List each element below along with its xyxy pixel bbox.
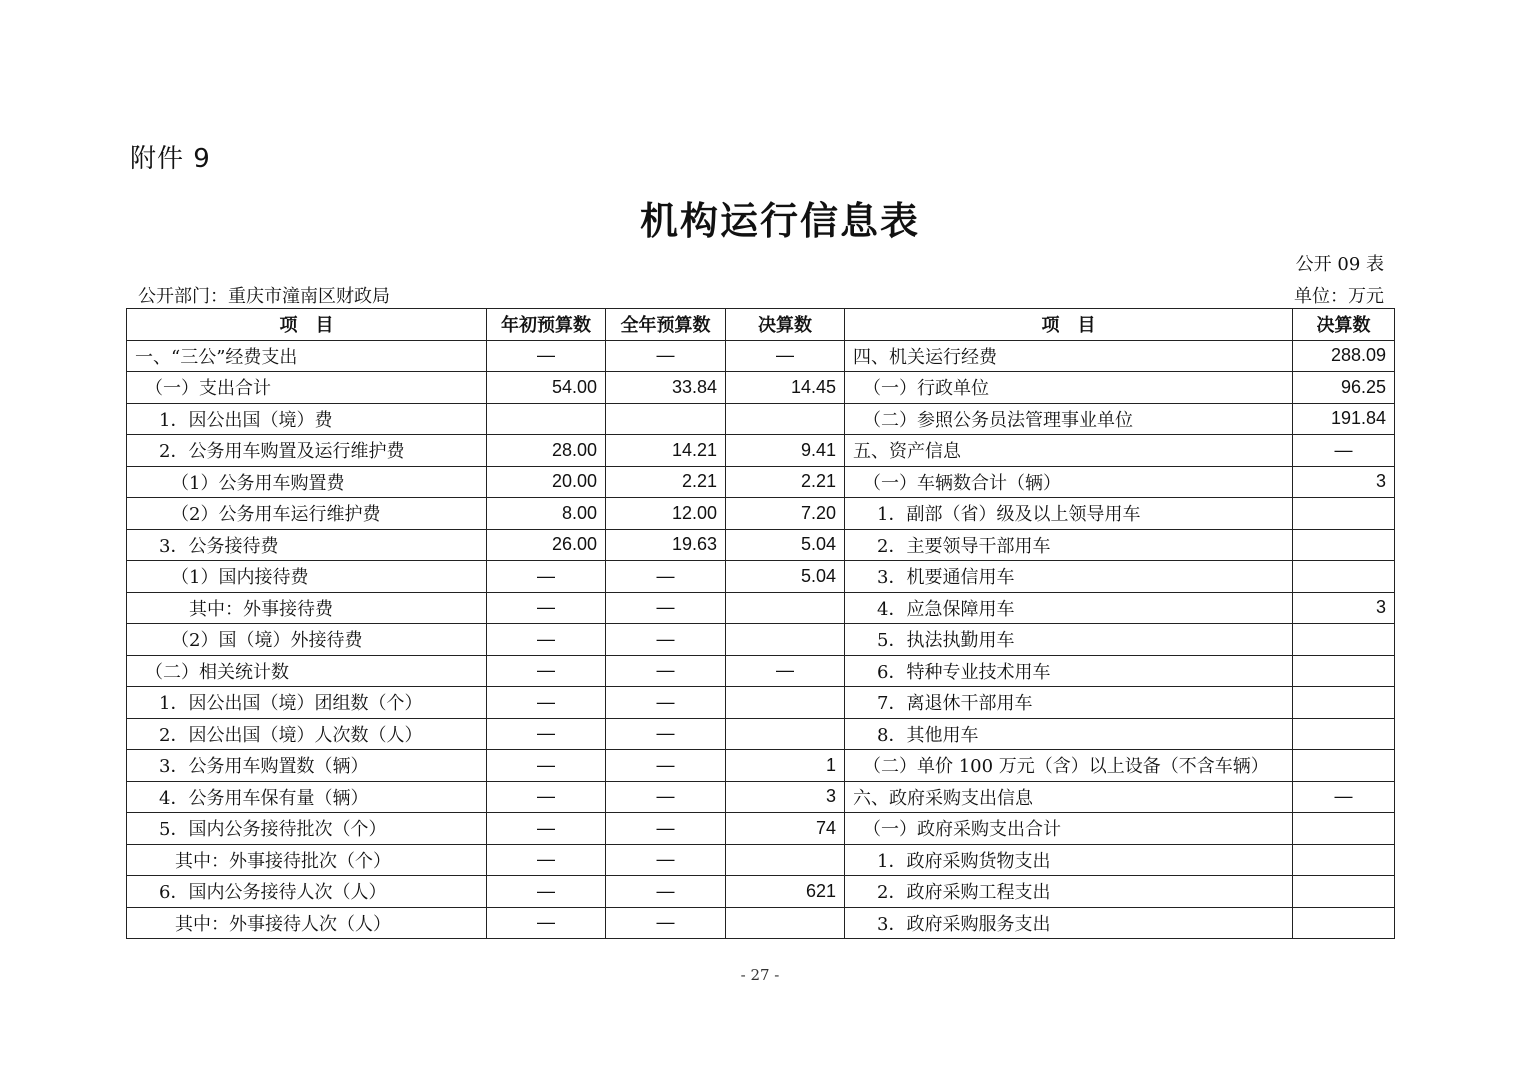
annual-budget-cell: — [606,687,726,719]
right-item-cell: 5．执法执勤用车 [845,624,1293,656]
left-item-cell: （2）公务用车运行维护费 [127,498,487,530]
annual-budget-cell: — [606,750,726,782]
right-final-cell [1293,813,1395,845]
initial-budget-cell: 28.00 [487,435,606,467]
right-final-cell: 3 [1293,466,1395,498]
table-row [127,529,1395,561]
initial-budget-cell: 8.00 [487,498,606,530]
department-label: 公开部门：重庆市潼南区财政局 [138,286,390,307]
right-final-cell: 191.84 [1293,403,1395,435]
initial-budget-cell: — [487,813,606,845]
initial-budget-cell: — [487,561,606,593]
table-header-row [127,309,1395,341]
table-row [127,687,1395,719]
table-row [127,340,1395,372]
header-final-right: 决算数 [1293,309,1395,341]
final-cell: 74 [726,813,845,845]
initial-budget-cell: 26.00 [487,529,606,561]
final-cell: 2.21 [726,466,845,498]
right-final-cell [1293,561,1395,593]
table-row [127,372,1395,404]
annual-budget-cell: — [606,907,726,939]
table-row [127,718,1395,750]
annual-budget-cell: — [606,624,726,656]
final-cell: 5.04 [726,561,845,593]
final-cell [726,403,845,435]
right-item-cell: （一）政府采购支出合计 [845,813,1293,845]
initial-budget-cell: — [487,687,606,719]
right-item-cell: 五、资产信息 [845,435,1293,467]
right-final-cell [1293,655,1395,687]
initial-budget-cell: — [487,718,606,750]
left-item-cell: （二）相关统计数 [127,655,487,687]
header-final-left: 决算数 [726,309,845,341]
right-final-cell: 96.25 [1293,372,1395,404]
annual-budget-cell: — [606,813,726,845]
right-final-cell [1293,498,1395,530]
final-cell: 5.04 [726,529,845,561]
right-final-cell [1293,624,1395,656]
right-item-cell: 1．政府采购货物支出 [845,844,1293,876]
left-item-cell: 6．国内公务接待人次（人） [127,876,487,908]
annual-budget-cell: — [606,340,726,372]
annual-budget-cell: 14.21 [606,435,726,467]
initial-budget-cell: 20.00 [487,466,606,498]
header-item-right: 项 目 [845,309,1293,341]
table-row [127,781,1395,813]
initial-budget-cell: — [487,340,606,372]
right-final-cell: — [1293,781,1395,813]
final-cell [726,687,845,719]
annual-budget-cell [606,403,726,435]
left-item-cell: 1．因公出国（境）费 [127,403,487,435]
table-row [127,435,1395,467]
left-item-cell: 其中：外事接待人次（人） [127,907,487,939]
right-item-cell: 2．主要领导干部用车 [845,529,1293,561]
table-row [127,750,1395,782]
annual-budget-cell: 33.84 [606,372,726,404]
table-row [127,403,1395,435]
left-item-cell: 2．公务用车购置及运行维护费 [127,435,487,467]
left-item-cell: （1）国内接待费 [127,561,487,593]
page-number: - 27 - [740,966,780,984]
final-cell: 7.20 [726,498,845,530]
page-title: 机构运行信息表 [639,198,920,243]
right-item-cell: （一）车辆数合计（辆） [845,466,1293,498]
header-annual-budget: 全年预算数 [606,309,726,341]
right-final-cell [1293,750,1395,782]
annual-budget-cell: 2.21 [606,466,726,498]
annual-budget-cell: 19.63 [606,529,726,561]
left-item-cell: 3．公务接待费 [127,529,487,561]
left-item-cell: 4．公务用车保有量（辆） [127,781,487,813]
right-item-cell: 8．其他用车 [845,718,1293,750]
right-item-cell: 3．机要通信用车 [845,561,1293,593]
right-final-cell [1293,907,1395,939]
right-final-cell [1293,876,1395,908]
right-item-cell: （二）单价 100 万元（含）以上设备（不含车辆） [845,750,1293,782]
annual-budget-cell: — [606,561,726,593]
right-item-cell: （一）行政单位 [845,372,1293,404]
right-final-cell [1293,687,1395,719]
right-item-cell: 1．副部（省）级及以上领导用车 [845,498,1293,530]
left-item-cell: 3．公务用车购置数（辆） [127,750,487,782]
initial-budget-cell: — [487,907,606,939]
table-body [127,340,1395,939]
initial-budget-cell: — [487,592,606,624]
left-item-cell: 5．国内公务接待批次（个） [127,813,487,845]
left-item-cell: （1）公务用车购置费 [127,466,487,498]
initial-budget-cell: 54.00 [487,372,606,404]
table-row [127,561,1395,593]
initial-budget-cell: — [487,781,606,813]
header-initial-budget: 年初预算数 [487,309,606,341]
table-row [127,655,1395,687]
right-item-cell: 4．应急保障用车 [845,592,1293,624]
final-cell: — [726,655,845,687]
final-cell: 9.41 [726,435,845,467]
right-item-cell: 六、政府采购支出信息 [845,781,1293,813]
annual-budget-cell: — [606,781,726,813]
initial-budget-cell: — [487,750,606,782]
right-final-cell: 288.09 [1293,340,1395,372]
left-item-cell: （一）支出合计 [127,372,487,404]
left-item-cell: 1．因公出国（境）团组数（个） [127,687,487,719]
annual-budget-cell: — [606,592,726,624]
final-cell [726,844,845,876]
left-item-cell: 其中：外事接待批次（个） [127,844,487,876]
right-item-cell: 四、机关运行经费 [845,340,1293,372]
left-item-cell: 其中：外事接待费 [127,592,487,624]
table-row [127,844,1395,876]
initial-budget-cell: — [487,624,606,656]
final-cell [726,907,845,939]
final-cell: 621 [726,876,845,908]
header-item-left: 项 目 [127,309,487,341]
left-item-cell: 一、“三公”经费支出 [127,340,487,372]
left-item-cell: （2）国（境）外接待费 [127,624,487,656]
initial-budget-cell: — [487,876,606,908]
final-cell: — [726,340,845,372]
annual-budget-cell: — [606,718,726,750]
table-code: 公开 09 表 [1295,254,1384,275]
table-row [127,876,1395,908]
right-final-cell [1293,529,1395,561]
annual-budget-cell: — [606,876,726,908]
right-item-cell: 7．离退休干部用车 [845,687,1293,719]
right-final-cell: 3 [1293,592,1395,624]
table-row [127,498,1395,530]
right-item-cell: 2．政府采购工程支出 [845,876,1293,908]
table-row [127,907,1395,939]
info-table [126,308,1395,939]
left-item-cell: 2．因公出国（境）人次数（人） [127,718,487,750]
final-cell [726,718,845,750]
right-final-cell [1293,718,1395,750]
initial-budget-cell: — [487,844,606,876]
unit-label: 单位：万元 [1294,286,1384,307]
table-row [127,466,1395,498]
table-row [127,592,1395,624]
final-cell: 14.45 [726,372,845,404]
table-row [127,813,1395,845]
right-final-cell: — [1293,435,1395,467]
final-cell: 3 [726,781,845,813]
final-cell [726,624,845,656]
right-item-cell: 3．政府采购服务支出 [845,907,1293,939]
annual-budget-cell: 12.00 [606,498,726,530]
final-cell: 1 [726,750,845,782]
right-item-cell: （二）参照公务员法管理事业单位 [845,403,1293,435]
final-cell [726,592,845,624]
initial-budget-cell: — [487,655,606,687]
right-final-cell [1293,844,1395,876]
annual-budget-cell: — [606,655,726,687]
annual-budget-cell: — [606,844,726,876]
right-item-cell: 6．特种专业技术用车 [845,655,1293,687]
table-row [127,624,1395,656]
initial-budget-cell [487,403,606,435]
attachment-label: 附件 9 [130,144,211,174]
